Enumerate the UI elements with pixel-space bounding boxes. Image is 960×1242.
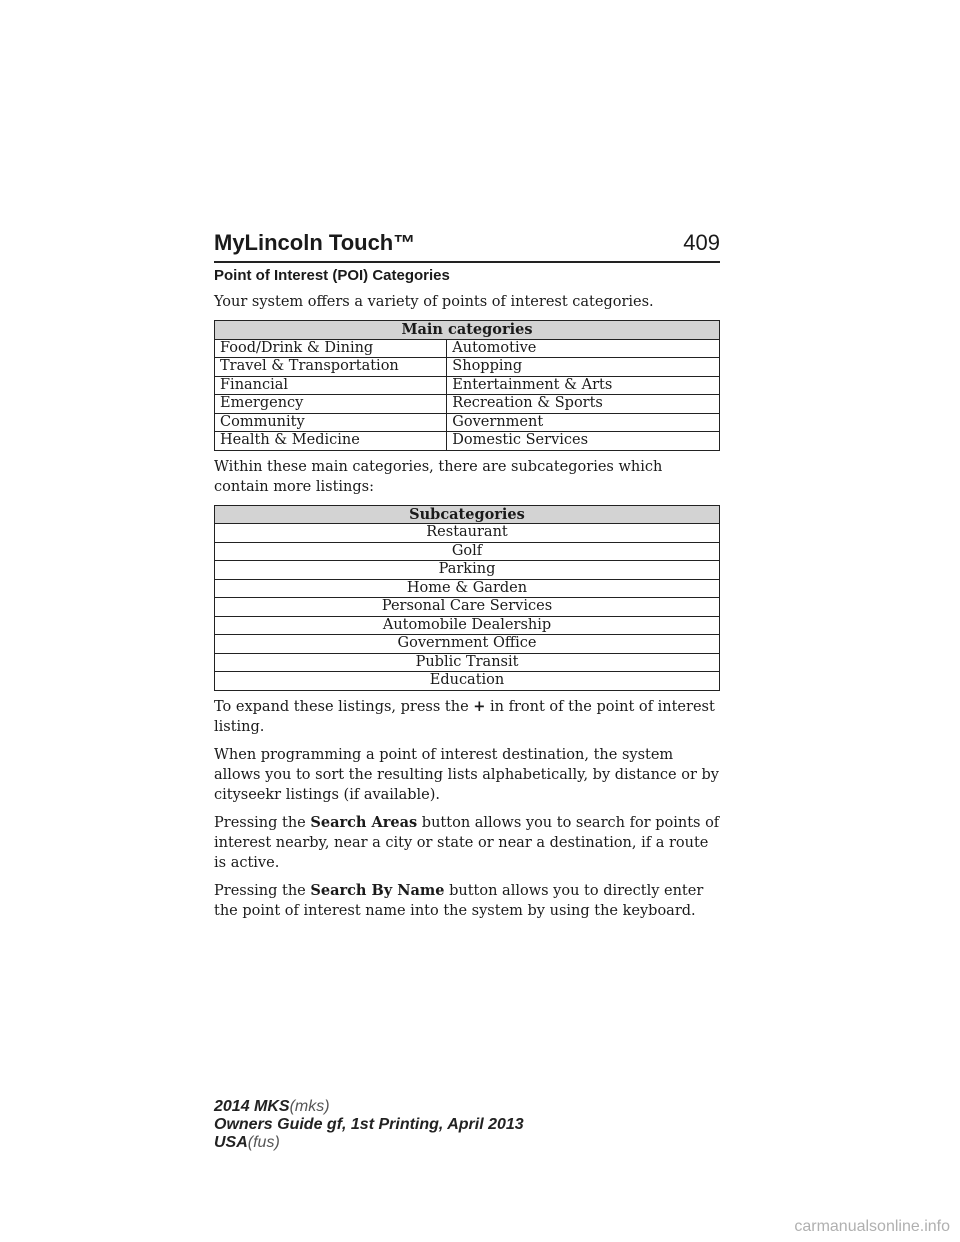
table-row (215, 598, 720, 617)
table-cell: Parking (215, 561, 720, 580)
search-areas-term: Search Areas (310, 813, 418, 831)
table-row (215, 413, 720, 432)
table-row (215, 672, 720, 691)
table-cell: Golf (215, 542, 720, 561)
table-cell: Automotive (447, 339, 720, 358)
text-span: To expand these listings, press the (214, 698, 474, 715)
page-header (214, 230, 720, 260)
search-by-name-paragraph (214, 881, 720, 921)
text-span: Pressing the (214, 882, 311, 899)
main-categories-header: Main categories (215, 321, 720, 340)
table-cell: Automobile Dealership (215, 616, 720, 635)
table-row (215, 358, 720, 377)
table-cell: Education (215, 672, 720, 691)
table-row (215, 432, 720, 451)
table-cell: Food/Drink & Dining (215, 339, 447, 358)
table-row (215, 524, 720, 543)
watermark: carmanualsonline.info (794, 1218, 950, 1235)
plus-symbol: + (473, 697, 486, 715)
footer-model-code: (mks) (289, 1098, 330, 1115)
table-cell: Public Transit (215, 653, 720, 672)
table-cell: Restaurant (215, 524, 720, 543)
table-cell: Travel & Transportation (215, 358, 447, 377)
table-row (215, 339, 720, 358)
table-cell: Entertainment & Arts (447, 376, 720, 395)
text-span: Pressing the (214, 814, 311, 831)
table-cell: Recreation & Sports (447, 395, 720, 414)
sort-paragraph: When programming a point of interest destination, the system allows you to sort the resulting lists alphabetically, by distance or by cityseekr listings (if available). (214, 746, 719, 803)
table-row (215, 635, 720, 654)
table-cell: Health & Medicine (215, 432, 447, 451)
search-areas-paragraph (214, 813, 720, 873)
footer-edition: Owners Guide gf, 1st Printing, April 2013 (214, 1116, 524, 1133)
table-row (215, 579, 720, 598)
table-cell: Government (447, 413, 720, 432)
table-row (215, 376, 720, 395)
subcategories-table (214, 505, 720, 691)
table-cell: Home & Garden (215, 579, 720, 598)
footer-market: USA (214, 1134, 248, 1151)
table-row (215, 561, 720, 580)
table-cell: Shopping (447, 358, 720, 377)
search-by-name-term: Search By Name (310, 881, 445, 899)
table-cell: Personal Care Services (215, 598, 720, 617)
page-footer (214, 1098, 524, 1152)
table-cell: Community (215, 413, 447, 432)
page-number: 409 (683, 230, 720, 255)
table-row (215, 395, 720, 414)
text-span: button allows you to search for points of interest nearby, near a city or state or near a destination, if a route is active. (214, 814, 720, 871)
table-cell: Government Office (215, 635, 720, 654)
table-cell: Financial (215, 376, 447, 395)
footer-model: 2014 MKS (214, 1098, 290, 1115)
page-content (214, 266, 720, 929)
subcategories-header: Subcategories (215, 505, 720, 524)
table-row (215, 542, 720, 561)
expand-paragraph (214, 697, 720, 737)
header-rule (214, 261, 720, 263)
table-cell: Emergency (215, 395, 447, 414)
intro-paragraph: Your system offers a variety of points of interest categories. (214, 294, 654, 310)
table-cell: Domestic Services (447, 432, 720, 451)
main-categories-table (214, 320, 720, 451)
table-row (215, 653, 720, 672)
section-title: Point of Interest (POI) Categories (214, 267, 450, 284)
table-row (215, 616, 720, 635)
text-span: in front of the point of interest listing. (214, 698, 715, 735)
text-span: button allows you to directly enter the point of interest name into the system by using the keyboard. (214, 882, 704, 919)
subcategories-intro: Within these main categories, there are subcategories which contain more listings: (214, 458, 663, 495)
footer-market-code: (fus) (247, 1134, 280, 1151)
chapter-title: MyLincoln Touch™ (214, 230, 416, 255)
